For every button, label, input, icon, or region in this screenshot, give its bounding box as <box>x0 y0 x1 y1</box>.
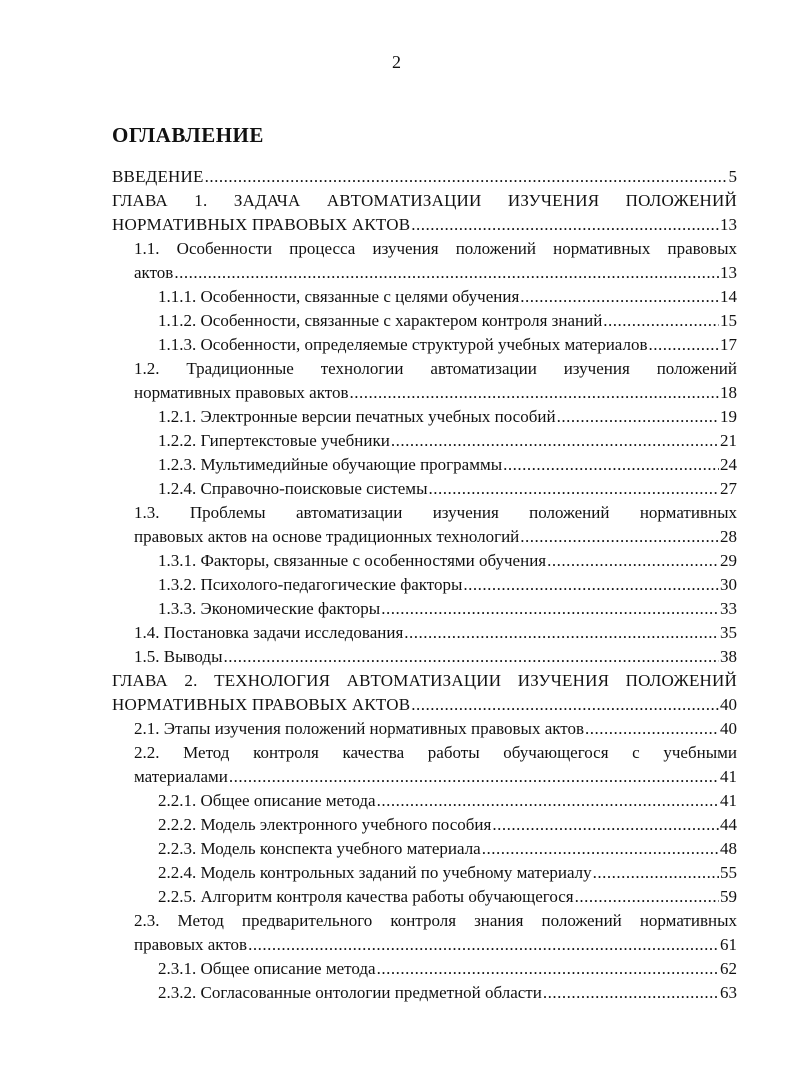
toc-entry-page: 35 <box>720 623 737 642</box>
toc-entry <box>112 405 737 429</box>
toc-entry-title: 1.4. Постановка задачи исследования <box>134 623 404 642</box>
toc-entry-title: 1.3.1. Факторы, связанные с особенностями обучения <box>158 551 547 570</box>
toc-entry <box>112 741 737 789</box>
toc-entry-title-line: 1.3. Проблемы автоматизации изучения положений нормативных <box>134 503 737 522</box>
toc-entry <box>112 333 737 357</box>
toc-entry-title: 1.5. Выводы <box>134 647 223 666</box>
toc-entry-title-line: 2.2. Метод контроля качества работы обучающегося с учебными <box>134 743 737 762</box>
toc-entry-page: 38 <box>720 647 737 666</box>
dot-leader <box>229 765 719 789</box>
toc-entry-page: 13 <box>720 215 737 234</box>
toc-entry-page: 18 <box>720 383 737 402</box>
toc-entry-title: 2.3.2. Согласованные онтологии предметной области <box>158 983 542 1002</box>
toc-entry-title-line: 1.1. Особенности процесса изучения положений нормативных правовых <box>134 239 737 258</box>
toc-entry-title: 1.1.1. Особенности, связанные с целями обучения <box>158 287 520 306</box>
toc-entry-page: 59 <box>720 887 737 906</box>
toc-heading: ОГЛАВЛЕНИЕ <box>112 123 264 147</box>
toc-entry-title: 1.2.1. Электронные версии печатных учебных пособий <box>158 407 556 426</box>
toc-entry-title: 2.2.5. Алгоритм контроля качества работы обучающегося <box>158 887 574 906</box>
toc-entry <box>112 645 737 669</box>
toc-entry <box>112 573 737 597</box>
toc-entry <box>112 189 737 237</box>
toc-entry-title: 2.1. Этапы изучения положений нормативных правовых актов <box>134 719 585 738</box>
dot-leader <box>649 333 719 357</box>
toc-entry <box>112 813 737 837</box>
toc-entry <box>112 669 737 717</box>
toc-entry-page: 14 <box>720 287 737 306</box>
toc-entry-title: 1.3.2. Психолого-педагогические факторы <box>158 575 463 594</box>
toc-entry-page: 62 <box>720 959 737 978</box>
toc-entry <box>112 621 737 645</box>
dot-leader <box>543 981 719 1005</box>
toc-entry <box>112 285 737 309</box>
toc-entry-title: ВВЕДЕНИЕ <box>112 167 204 186</box>
toc-entry <box>112 477 737 501</box>
toc-entry-title: 1.2.4. Справочно-поисковые системы <box>158 479 428 498</box>
toc-entry-page: 15 <box>720 311 737 330</box>
toc-entry-title-line: 2.3. Метод предварительного контроля знания положений нормативных <box>134 911 737 930</box>
table-of-contents <box>112 165 737 1005</box>
toc-entry <box>112 981 737 1005</box>
toc-entry-page: 40 <box>720 719 737 738</box>
toc-entry <box>112 357 737 405</box>
toc-entry <box>112 309 737 333</box>
toc-entry <box>112 165 737 189</box>
toc-entry-title-line: 1.2. Традиционные технологии автоматизации изучения положений <box>134 359 737 378</box>
toc-entry-title: 1.1.2. Особенности, связанные с характером контроля знаний <box>158 311 603 330</box>
toc-entry <box>112 837 737 861</box>
toc-entry-title: 2.2.3. Модель конспекта учебного материала <box>158 839 481 858</box>
toc-entry <box>112 789 737 813</box>
toc-entry <box>112 717 737 741</box>
dot-leader <box>520 285 719 309</box>
toc-entry-page: 28 <box>720 527 737 546</box>
toc-entry-page: 61 <box>720 935 737 954</box>
dot-leader <box>547 549 719 573</box>
dot-leader <box>520 525 719 549</box>
toc-entry <box>112 429 737 453</box>
toc-entry <box>112 501 737 549</box>
toc-entry-page: 24 <box>720 455 737 474</box>
dot-leader <box>463 573 719 597</box>
toc-entry-page: 21 <box>720 431 737 450</box>
toc-entry-page: 19 <box>720 407 737 426</box>
dot-leader <box>585 717 719 741</box>
toc-entry-title: 1.3.3. Экономические факторы <box>158 599 381 618</box>
toc-entry-title: правовых актов <box>134 935 248 954</box>
toc-entry-title: материалами <box>134 767 228 786</box>
toc-entry-page: 5 <box>728 167 737 186</box>
toc-entry-title: НОРМАТИВНЫХ ПРАВОВЫХ АКТОВ <box>112 695 411 714</box>
toc-entry-title: 1.1.3. Особенности, определяемые структурой учебных материалов <box>158 335 648 354</box>
toc-entry-title: правовых актов на основе традиционных технологий <box>134 527 520 546</box>
toc-entry <box>112 861 737 885</box>
dot-leader <box>174 261 719 285</box>
toc-entry <box>112 909 737 957</box>
dot-leader <box>377 957 719 981</box>
dot-leader <box>411 213 719 237</box>
toc-entry-title: 2.2.2. Модель электронного учебного пособия <box>158 815 492 834</box>
toc-entry-page: 41 <box>720 791 737 810</box>
dot-leader <box>404 621 719 645</box>
toc-entry-title: 2.2.4. Модель контрольных заданий по учебному материалу <box>158 863 592 882</box>
toc-entry-page: 13 <box>720 263 737 282</box>
dot-leader <box>411 693 719 717</box>
toc-entry <box>112 549 737 573</box>
dot-leader <box>248 933 719 957</box>
dot-leader <box>377 789 719 813</box>
dot-leader <box>593 861 719 885</box>
toc-entry-page: 33 <box>720 599 737 618</box>
toc-entry <box>112 453 737 477</box>
toc-entry-title-line: ГЛАВА 2. ТЕХНОЛОГИЯ АВТОМАТИЗАЦИИ ИЗУЧЕНИЯ ПОЛОЖЕНИЙ <box>112 671 737 690</box>
toc-entry-title: НОРМАТИВНЫХ ПРАВОВЫХ АКТОВ <box>112 215 411 234</box>
toc-entry-page: 63 <box>720 983 737 1002</box>
toc-entry-title: 1.2.2. Гипертекстовые учебники <box>158 431 390 450</box>
dot-leader <box>381 597 719 621</box>
dot-leader <box>349 381 719 405</box>
toc-entry-title-line: ГЛАВА 1. ЗАДАЧА АВТОМАТИЗАЦИИ ИЗУЧЕНИЯ ПОЛОЖЕНИЙ <box>112 191 737 210</box>
toc-entry-page: 30 <box>720 575 737 594</box>
toc-entry-page: 27 <box>720 479 737 498</box>
dot-leader <box>492 813 719 837</box>
dot-leader <box>205 165 728 189</box>
dot-leader <box>482 837 719 861</box>
page-number: 2 <box>392 52 401 72</box>
dot-leader <box>503 453 719 477</box>
toc-entry <box>112 885 737 909</box>
toc-entry <box>112 957 737 981</box>
dot-leader <box>224 645 719 669</box>
dot-leader <box>391 429 719 453</box>
dot-leader <box>575 885 719 909</box>
toc-entry-title: 1.2.3. Мультимедийные обучающие программы <box>158 455 503 474</box>
toc-entry-title: 2.2.1. Общее описание метода <box>158 791 376 810</box>
toc-entry-page: 29 <box>720 551 737 570</box>
toc-entry-page: 55 <box>720 863 737 882</box>
dot-leader <box>603 309 719 333</box>
toc-entry <box>112 237 737 285</box>
toc-entry-title: нормативных правовых актов <box>134 383 349 402</box>
toc-entry-page: 48 <box>720 839 737 858</box>
toc-entry-page: 41 <box>720 767 737 786</box>
toc-entry-page: 44 <box>720 815 737 834</box>
dot-leader <box>429 477 720 501</box>
toc-entry-title: актов <box>134 263 174 282</box>
toc-entry-page: 40 <box>720 695 737 714</box>
toc-entry <box>112 597 737 621</box>
dot-leader <box>557 405 719 429</box>
toc-entry-page: 17 <box>720 335 737 354</box>
toc-entry-title: 2.3.1. Общее описание метода <box>158 959 376 978</box>
